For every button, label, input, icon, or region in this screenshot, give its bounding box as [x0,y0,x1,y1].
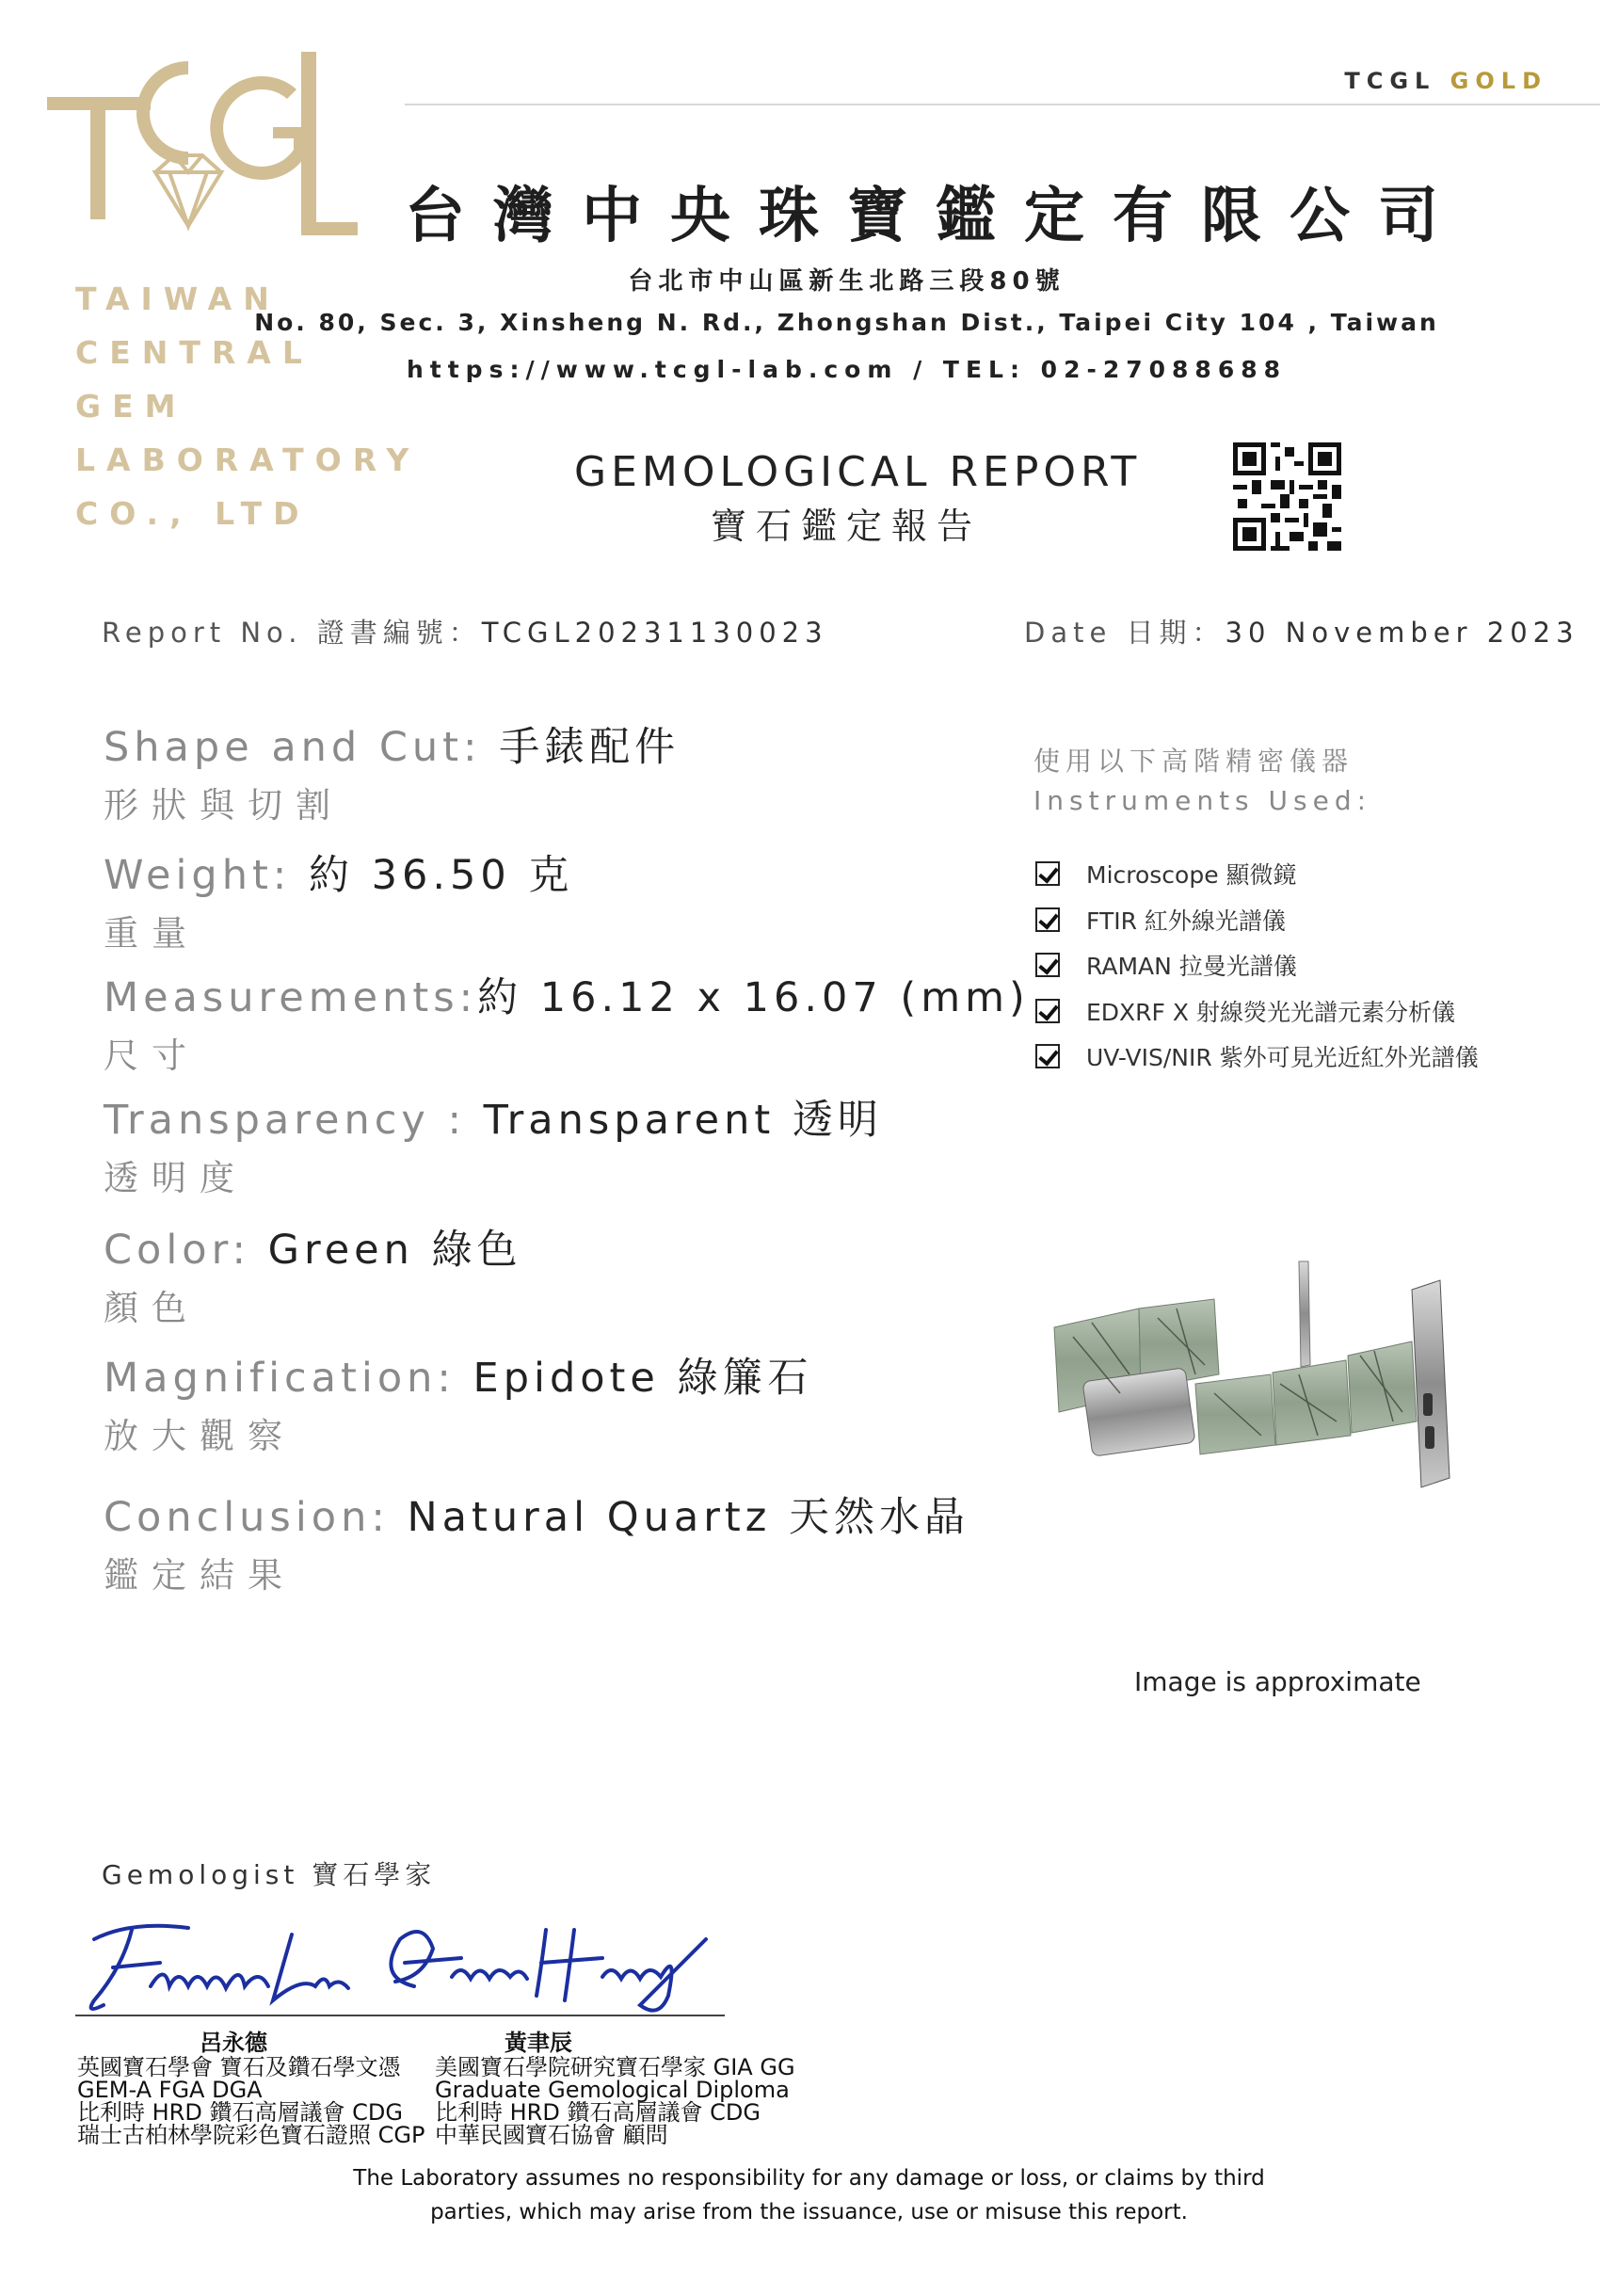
gemologist-credentials-2 [435,2056,795,2146]
disclaimer-line: The Laboratory assumes no responsibility for any damage or loss, or claims by third [353,2166,1265,2191]
instrument-item [1035,988,1479,1035]
image-caption: Image is approximate [1134,1666,1421,1697]
address-en: No. 80, Sec. 3, Xinsheng N. Rd., Zhongshan Dist., Taipei City 104 , Taiwan [254,309,1439,336]
report-date [1024,612,1579,650]
field-label: Transparency : [104,1097,484,1144]
credential-line: 美國寶石學院研究寶石學家 GIA GG [435,2054,795,2080]
field-value: 約 36.50 克 [308,852,574,899]
field-transparency [104,1088,883,1200]
checkbox-checked-icon [1035,999,1060,1023]
report-date-value: 30 November 2023 [1225,617,1579,649]
field-color [104,1218,522,1330]
checkbox-checked-icon [1035,907,1060,932]
checkbox-checked-icon [1035,953,1060,977]
field-value: Transparent 透明 [483,1097,883,1144]
field-label-cn: 放大觀察 [104,1416,296,1456]
credential-line: 比利時 HRD 鑽石高層議會 CDG [435,2099,761,2126]
watch-band-image [1035,1233,1506,1516]
instrument-label: UV-VIS/NIR 紫外可見光近紅外光譜儀 [1086,1044,1479,1072]
instruments-heading-en: Instruments Used: [1033,785,1372,816]
field-value: 手錶配件 [499,724,681,771]
field-label-cn: 重量 [104,913,200,954]
tcgl-logo [47,52,358,249]
report-number-label: Report No. 證書編號： [102,617,482,649]
gemologist-credentials-1 [77,2056,425,2146]
checkbox-checked-icon [1035,861,1060,886]
field-label: Color: [104,1227,268,1274]
credential-line: 比利時 HRD 鑽石高層議會 CDG [77,2099,403,2126]
header-divider [405,104,1600,105]
gemologist-name-2: 黃聿辰 [505,2030,572,2056]
logo-line-laboratory: LABORATORY [75,442,421,478]
logo-line-gem: GEM [75,388,187,425]
field-label-cn: 鑑定結果 [104,1555,296,1596]
report-title-cn: 寶石鑑定報告 [711,506,983,547]
field-label: Weight: [104,852,309,899]
badge-gold: GOLD [1450,68,1547,94]
field-value: Epidote 綠簾石 [473,1355,813,1402]
instrument-item [1035,897,1479,943]
instruments-heading-cn: 使用以下高階精密儀器 [1033,746,1354,777]
report-number-value: TCGL20231130023 [481,617,828,649]
qr-code-icon [1233,442,1341,551]
credential-line: GEM-A FGA DGA [77,2077,263,2103]
instrument-item [1035,1034,1479,1080]
instrument-item [1035,851,1479,897]
checkbox-checked-icon [1035,1044,1060,1068]
instrument-label: Microscope 顯微鏡 [1086,861,1297,890]
field-shape-cut [104,715,680,827]
field-label-cn: 形狀與切割 [104,785,344,826]
field-label: Magnification: [104,1355,473,1402]
company-name-cn: 台灣中央珠寶鑑定有限公司 [405,182,1466,251]
field-label: Measurements: [104,974,478,1021]
report-title-en: GEMOLOGICAL REPORT [574,448,1142,496]
instruments-list [1035,851,1479,1080]
logo-line-central: CENTRAL [75,334,313,371]
field-label-cn: 顏色 [104,1288,200,1328]
field-measurements [104,966,1030,1078]
logo-line-taiwan: TAIWAN [75,281,280,317]
tcgl-gold-badge [1344,68,1547,94]
contact-line: https://www.tcgl-lab.com / TEL: 02-27088688 [406,356,1288,383]
report-date-label: Date 日期： [1024,617,1226,649]
field-label-cn: 透明度 [104,1158,248,1198]
instruments-heading [1033,742,1371,821]
gemologist-name-1: 呂永德 [200,2030,267,2056]
field-value: 約 16.12 x 16.07 (mm) [477,974,1030,1021]
field-magnification [104,1346,813,1458]
disclaimer [0,2161,1618,2229]
field-weight [104,843,573,955]
instrument-label: RAMAN 拉曼光譜儀 [1086,953,1297,981]
field-label: Shape and Cut: [104,724,500,771]
gemologist-heading: Gemologist 寶石學家 [102,1859,437,1890]
credential-line: Graduate Gemological Diploma [435,2077,790,2103]
credential-line: 瑞士古柏林學院彩色寶石證照 CGP [77,2122,425,2148]
credential-line: 中華民國寶石協會 顧問 [435,2122,668,2148]
field-value: Green 綠色 [267,1227,522,1274]
handwritten-signature [75,1911,753,2024]
credential-line: 英國寶石學會 寶石及鑽石學文憑 [77,2054,401,2080]
signature-line [75,2015,725,2016]
field-label: Conclusion: [104,1494,408,1541]
badge-tcgl: TCGL [1344,68,1436,94]
instrument-label: FTIR 紅外線光譜儀 [1086,907,1286,935]
report-number [102,612,828,650]
instrument-item [1035,942,1479,988]
field-label-cn: 尺寸 [104,1036,200,1076]
instrument-label: EDXRF X 射線熒光光譜元素分析儀 [1086,998,1455,1026]
disclaimer-line: parties, which may arise from the issuance, use or misuse this report. [430,2200,1188,2224]
address-cn: 台北市中山區新生北路三段80號 [628,267,1065,296]
logo-line-co-ltd: CO., LTD [75,495,311,532]
field-conclusion [104,1485,969,1598]
field-value: Natural Quartz 天然水晶 [407,1494,969,1541]
